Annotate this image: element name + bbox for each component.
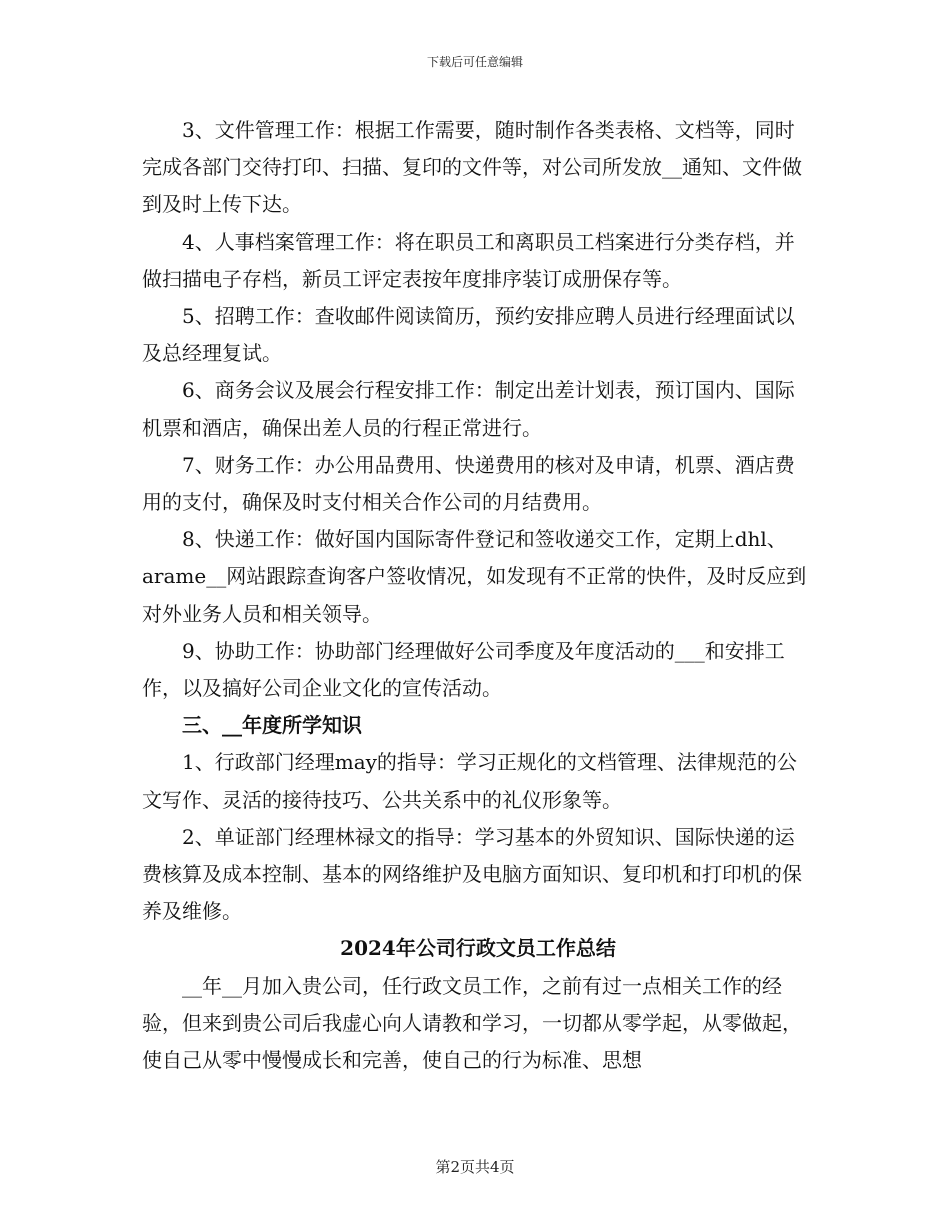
paragraph-express: 8、快递工作：做好国内国际寄件登记和签收递交工作，定期上dhl、arame__网站跟踪查询客户签收情况，如发现有不正常的快件，及时反应到对外业务人员和相关领导。 [142,527,807,626]
paragraph-assistance: 9、协助工作：协助部门经理做好公司季度及年度活动的___和安排工作，以及搞好公司企业文化的宣传活动。 [142,638,785,701]
page-header-note: 下载后可任意编辑 [426,55,523,69]
paragraph-intro: __年__月加入贵公司，任行政文员工作，之前有过一点相关工作的经验，但来到贵公司后我虚心向人请教和学习，一切都从零学起，从零做起，使自己从零中慢慢成长和完善，使自己的行为标准、思想 [142,973,802,1073]
paragraph-hr-archives: 4、人事档案管理工作：将在职员工和离职员工档案进行分类存档，并做扫描电子存档，新员工评定表按年度排序装订成册保存等。 [142,229,795,291]
section-heading-knowledge: 三、__年度所学知识 [182,713,362,738]
paragraph-finance: 7、财务工作：办公用品费用、快递费用的核对及申请，机票、酒店费用的支付，确保及时支付相关合作公司的月结费用。 [142,452,795,515]
document-body [142,112,814,1079]
paragraph-documents-guidance: 2、单证部门经理林禄文的指导：学习基本的外贸知识、国际快递的运费核算及成本控制、基本的网络维护及电脑方面知识、复印机和打印机的保养及维修。 [142,824,802,924]
paragraph-file-management: 3、文件管理工作：根据工作需要，随时制作各类表格、文档等，同时完成各部门交待打印、扫描、复印的文件等，对公司所发放__通知、文件做到及时上传下达。 [142,118,802,217]
document-title: 2024年公司行政文员工作总结 [340,936,616,961]
paragraph-business-meetings: 6、商务会议及展会行程安排工作：制定出差计划表，预订国内、国际机票和酒店，确保出差人员的行程正常进行。 [142,378,795,440]
paragraph-admin-guidance: 1、行政部门经理may的指导：学习正规化的文档管理、法律规范的公文写作、灵活的接待技巧、公共关系中的礼仪形象等。 [142,750,797,812]
page-footer-number: 第2页共4页 [435,1158,515,1176]
paragraph-recruitment: 5、招聘工作：查收邮件阅读简历，预约安排应聘人员进行经理面试以及总经理复试。 [142,304,795,366]
